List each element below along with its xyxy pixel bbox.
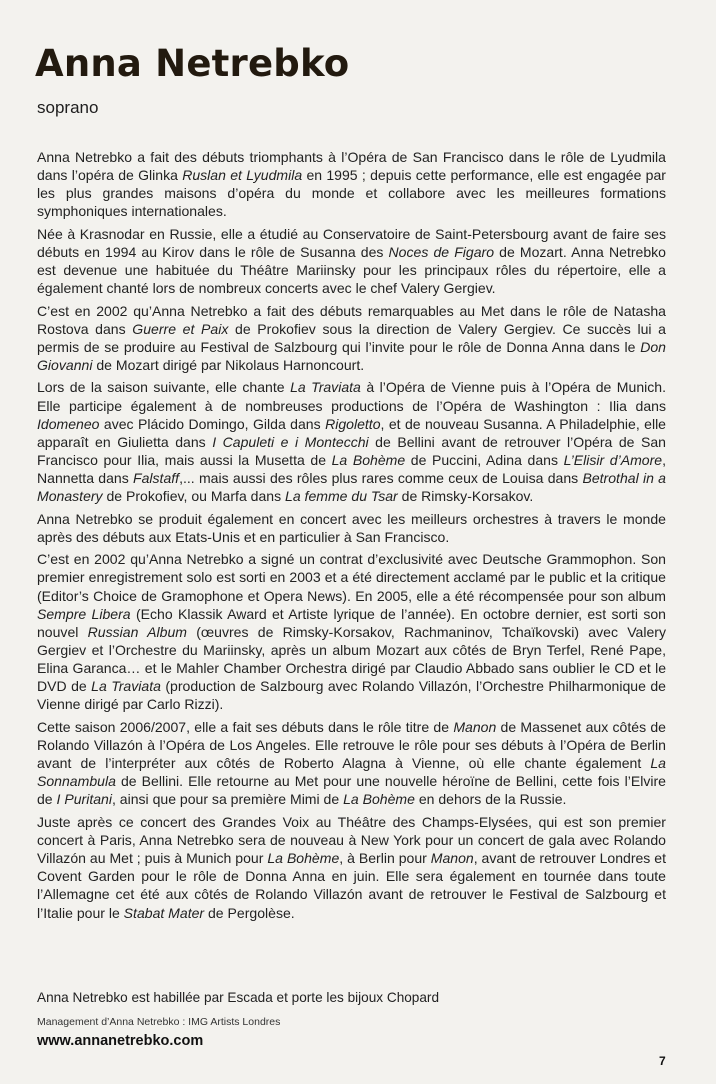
- work-title: Russian Album: [87, 623, 187, 640]
- text-run: , Nannetta dans: [37, 452, 666, 487]
- text-run: , et de nouveau Susanna. A Philadelphie, elle apparaît en Giulietta dans: [37, 415, 666, 450]
- text-run: Lors de la saison suivante, elle chante: [37, 379, 291, 396]
- work-title: Rigoletto: [325, 415, 381, 432]
- work-title: La Sonnambula: [37, 755, 666, 790]
- work-title: Betrothal in a Monastery: [37, 470, 666, 505]
- biography-paragraph: [37, 225, 666, 298]
- text-run: à l’Opéra de Vienne puis à l’Opéra de Munich. Elle participe également à de nombreuses productions de l’Opéra de Washington : Ilia dans: [37, 379, 666, 414]
- text-run: C’est en 2002 qu’Anna Netrebko a signé un contrat d’exclusivité avec Deutsche Grammophon. Son premier enregistrement solo est sorti en 2003 et a été directement acclamé par le public et la critique (Editor’s Choice de Gramophone et Opera News). En 2005, elle a été récompensée pour son album: [37, 551, 666, 604]
- work-title: Ruslan et Lyudmila: [182, 167, 303, 184]
- text-run: , à Berlin pour: [339, 850, 431, 867]
- text-run: C’est en 2002 qu’Anna Netrebko a fait des débuts remarquables au Met dans le rôle de Natasha Rostova dans: [37, 302, 666, 337]
- attire-note: Anna Netrebko est habillée par Escada et porte les bijoux Chopard: [37, 990, 440, 1005]
- work-title: La Bohème: [343, 791, 415, 808]
- work-title: I Puritani: [56, 791, 112, 808]
- work-title: Falstaff: [133, 470, 180, 487]
- page-title: Anna Netrebko: [35, 42, 350, 85]
- work-title: Sempre Libera: [37, 605, 131, 622]
- work-title: La Bohème: [267, 850, 340, 867]
- text-run: ,... mais aussi des rôles plus rares comme ceux de Louisa dans: [179, 470, 583, 487]
- text-run: de Bellini avant de retrouver l’Opéra de San Francisco pour Ilia, mais aussi la Musetta de: [37, 433, 666, 469]
- text-run: de Puccini, Adina dans: [405, 452, 564, 469]
- text-run: (production de Salzbourg avec Rolando Villazón, l’Orchestre Philharmonique de Vienne dirigé par Carlo Rizzi).: [37, 678, 666, 713]
- page-number: 7: [659, 1054, 666, 1068]
- text-run: de Massenet aux côtés de Rolando Villazón à l’Opéra de Los Angeles. Elle retrouve le rôle pour ses débuts à l’Opéra de Berlin avant de l’interpréter aux côtés de Roberto Alagna à Vienne, où elle chante également: [37, 718, 666, 772]
- website-link[interactable]: www.annanetrebko.com: [37, 1033, 204, 1049]
- text-run: Cette saison 2006/2007, elle a fait ses débuts dans le rôle titre de: [37, 718, 454, 735]
- voice-type-subtitle: soprano: [37, 98, 99, 117]
- work-title: Noces de Figaro: [388, 243, 495, 260]
- work-title: I Capuleti e i Montecchi: [212, 433, 369, 450]
- text-run: de Mozart dirigé par Nikolaus Harnoncourt.: [92, 357, 365, 374]
- management-note: Management d’Anna Netrebko : IMG Artists Londres: [37, 1016, 281, 1028]
- biography-paragraph: [37, 378, 666, 505]
- work-title: Manon: [453, 718, 497, 735]
- work-title: Idomeneo: [37, 415, 100, 432]
- biography-paragraph: [37, 813, 666, 922]
- text-run: Anna Netrebko se produit également en concert avec les meilleurs orchestres à travers le monde après des débuts aux Etats-Unis et en particulier à San Francisco.: [37, 510, 666, 545]
- text-run: de Mozart. Anna Netrebko est devenue une habituée du Théâtre Mariinsky pour les principaux rôles du répertoire, elle a également chanté lors de nombreux concerts avec le chef Valery Gergiev.: [37, 243, 666, 297]
- text-run: , avant de retrouver Londres et Covent Garden pour le rôle de Donna Anna en juin. Elle sera également en tournée dans toute l’Allemagne cet été aux côtés de Rolando Villazón avant de retrouver le Festival de Salzbourg et l’Italie pour le: [37, 850, 666, 921]
- text-run: avec Plácido Domingo, Gilda dans: [99, 415, 326, 432]
- work-title: Manon: [430, 850, 474, 867]
- text-run: , ainsi que pour sa première Mimi de: [111, 791, 344, 808]
- text-run: Anna Netrebko a fait des débuts triomphants à l’Opéra de San Francisco dans le rôle de Lyudmila dans l’opéra de Glinka: [37, 149, 666, 184]
- work-title: La Traviata: [290, 379, 361, 396]
- work-title: La Bohème: [331, 452, 406, 469]
- text-run: de Prokofiev, ou Marfa dans: [102, 488, 286, 505]
- biography-paragraph: [37, 302, 666, 375]
- text-run: (œuvres de Rimsky-Korsakov, Rachmaninov, Tchaïkovski) avec Valery Gergiev et l’Orchestre du Mariinsky, après un album Mozart aux côtés de Bryn Terfel, René Pape, Elina Garanca… et le Mahler Chamber Orchestra dirigé par Claudio Abbado sans oublier le CD et le DVD de: [37, 623, 667, 695]
- biography-paragraph: [37, 550, 666, 713]
- biography-paragraph: [37, 510, 666, 546]
- text-run: de Pergolèse.: [204, 904, 295, 921]
- text-run: Née à Krasnodar en Russie, elle a étudié au Conservatoire de Saint-Petersbourg avant de faire ses débuts en 1994 au Kirov dans le rôle de Susanna des: [37, 225, 666, 260]
- biography-text: [37, 148, 666, 926]
- text-run: de Bellini. Elle retourne au Met pour une nouvelle héroïne de Bellini, cette fois l’Elvire de: [37, 773, 666, 808]
- work-title: La Traviata: [91, 678, 161, 695]
- biography-paragraph: [37, 718, 666, 809]
- text-run: de Prokofiev sous la direction de Valery Gergiev. Ce succès lui a permis de se produire au Festival de Salzbourg qui l’invite pour le rôle de Donna Anna dans le: [37, 320, 666, 355]
- text-run: (Echo Klassik Award et Artiste lyrique de l’année). En octobre dernier, est sorti son nouvel: [37, 605, 666, 640]
- biography-paragraph: [37, 148, 666, 221]
- text-run: en 1995 ; depuis cette performance, elle est engagée par les plus grandes maisons d’opéra du monde et collabore avec les meilleures formations symphoniques internationales.: [37, 167, 666, 220]
- work-title: Stabat Mater: [123, 904, 205, 921]
- work-title: La femme du Tsar: [285, 488, 398, 505]
- text-run: en dehors de la Russie.: [414, 791, 567, 808]
- text-run: de Rimsky-Korsakov.: [397, 488, 534, 505]
- work-title: L’Elisir d’Amore: [563, 452, 663, 469]
- text-run: Juste après ce concert des Grandes Voix au Théâtre des Champs-Elysées, qui est son premier concert à Paris, Anna Netrebko sera de nouveau à New York pour un concert de gala avec Rolando Villazón au Met ; puis à Munich pour: [37, 813, 666, 867]
- work-title: Guerre et Paix: [132, 320, 229, 337]
- work-title: Don Giovanni: [37, 338, 666, 374]
